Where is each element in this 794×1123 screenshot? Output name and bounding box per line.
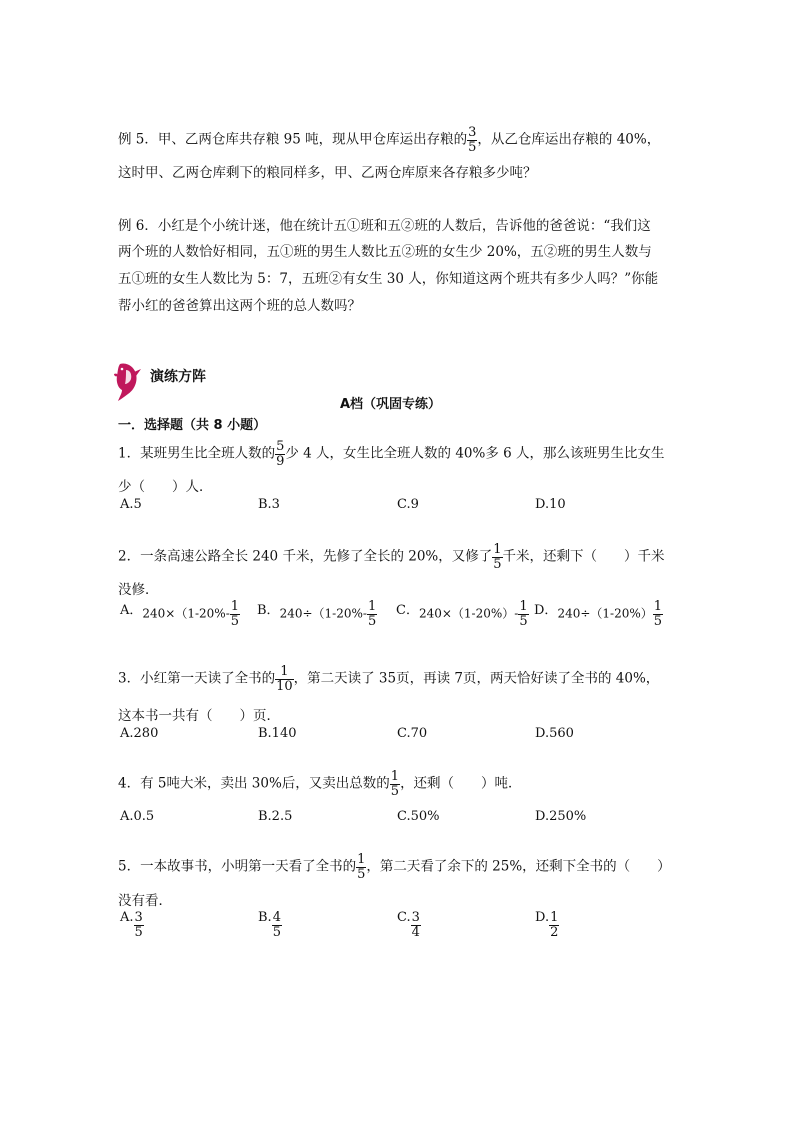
question-4-line-1: 4．有 5吨大米，卖出 30%后，又卖出总数的 $\frac{1}{5}$ ，还剩（ ）吨．: [118, 769, 522, 799]
q3-option-a[interactable]: A.280: [120, 726, 159, 741]
q5-option-a[interactable]: A. $\frac{3}{5}$: [120, 909, 143, 940]
q3-option-c[interactable]: C.70: [397, 726, 428, 741]
fraction-1-10: $\frac{1}{10}$: [276, 664, 293, 694]
q1-option-c[interactable]: C.9: [397, 497, 419, 512]
q2-option-b[interactable]: B．240÷（1-20%- $\frac{1}{5}$: [257, 599, 377, 629]
fraction-3-5: $\frac{3}{5}$: [468, 125, 477, 155]
fraction-1-5: $\frac{1}{5}$: [493, 542, 502, 572]
dolphin-icon: [112, 360, 142, 406]
example-6-line-3: 五①班的女生人数比为 5：7，五班②有女生 30 人，你知道这两个班共有多少人吗？”你能: [118, 271, 659, 287]
example-6-line-1: 例 6．小红是个小统计迷，他在统计五①班和五②班的人数后，告诉他的爸爸说：“我们这: [118, 218, 651, 234]
q4-option-b[interactable]: B.2.5: [258, 809, 293, 824]
q4-option-a[interactable]: A.0.5: [120, 809, 155, 824]
example-6-line-4: 帮小红的爸爸算出这两个班的总人数吗？: [118, 298, 361, 314]
question-3-line-1: 3．小红第一天读了全书的 $\frac{1}{10}$ ，第二天读了 35页，再读 7页，两天恰好读了全书的 40%，: [118, 664, 660, 694]
example-5-line-1: 例 5．甲、乙两仓库共存粮 95 吨，现从甲仓库运出存粮的 $\frac{3}{5}$ ，从乙仓库运出存粮的 40%，: [118, 125, 661, 155]
q2-option-d[interactable]: D．240÷（1-20%） $\frac{1}{5}$: [534, 599, 663, 629]
q5-option-b[interactable]: B. $\frac{4}{5}$: [258, 909, 281, 940]
q3-option-b[interactable]: B.140: [258, 726, 297, 741]
question-2-line-1: 2．一条高速公路全长 240 千米，先修了全长的 20%，又修了 $\frac{1}{5}$ 千米，还剩下（ ）千米: [118, 542, 665, 572]
q5-option-c[interactable]: C. $\frac{3}{4}$: [397, 909, 420, 940]
example-5-line-2: 这时甲、乙两仓库剩下的粮同样多，甲、乙两仓库原来各存粮多少吨？: [118, 165, 537, 181]
fraction-1-5: $\frac{1}{5}$: [357, 852, 366, 882]
q4-option-c[interactable]: C.50%: [397, 809, 440, 824]
q1-option-b[interactable]: B.3: [258, 497, 280, 512]
example-6-line-2: 两个班的人数恰好相同，五①班的男生人数比五②班的女生少 20%，五②班的男生人数与: [118, 244, 652, 260]
q1-option-d[interactable]: D.10: [535, 497, 566, 512]
fraction-5-9: $\frac{5}{9}$: [276, 439, 285, 469]
q5-option-d[interactable]: D. $\frac{1}{2}$: [535, 909, 559, 940]
question-1-line-2: 少（ ）人．: [118, 479, 213, 495]
question-2-line-2: 没修．: [118, 582, 159, 598]
q2-option-c[interactable]: C．240×（1-20%）- $\frac{1}{5}$: [396, 599, 528, 629]
q2-option-a[interactable]: A．240×（1-20%- $\frac{1}{5}$: [120, 599, 240, 629]
question-5-line-2: 没有看．: [118, 893, 172, 909]
question-3-line-2: 这本书一共有（ ）页．: [118, 708, 280, 724]
q3-option-d[interactable]: D.560: [535, 726, 574, 741]
question-5-line-1: 5．一本故事书，小明第一天看了全书的 $\frac{1}{5}$ ，第二天看了余下的 25%，还剩下全书的（ ）: [118, 852, 671, 882]
section-title: 一．选择题（共 8 小题）: [118, 418, 267, 433]
q1-option-a[interactable]: A.5: [120, 497, 142, 512]
level-title: A档（巩固专练）: [340, 397, 442, 412]
practice-heading: 演练方阵: [150, 369, 206, 385]
question-1-line-1: 1．某班男生比全班人数的 $\frac{5}{9}$ 少 4 人，女生比全班人数的 40%多 6 人，那么该班男生比女生: [118, 439, 665, 469]
q4-option-d[interactable]: D.250%: [535, 809, 587, 824]
fraction-1-5: $\frac{1}{5}$: [390, 769, 400, 799]
